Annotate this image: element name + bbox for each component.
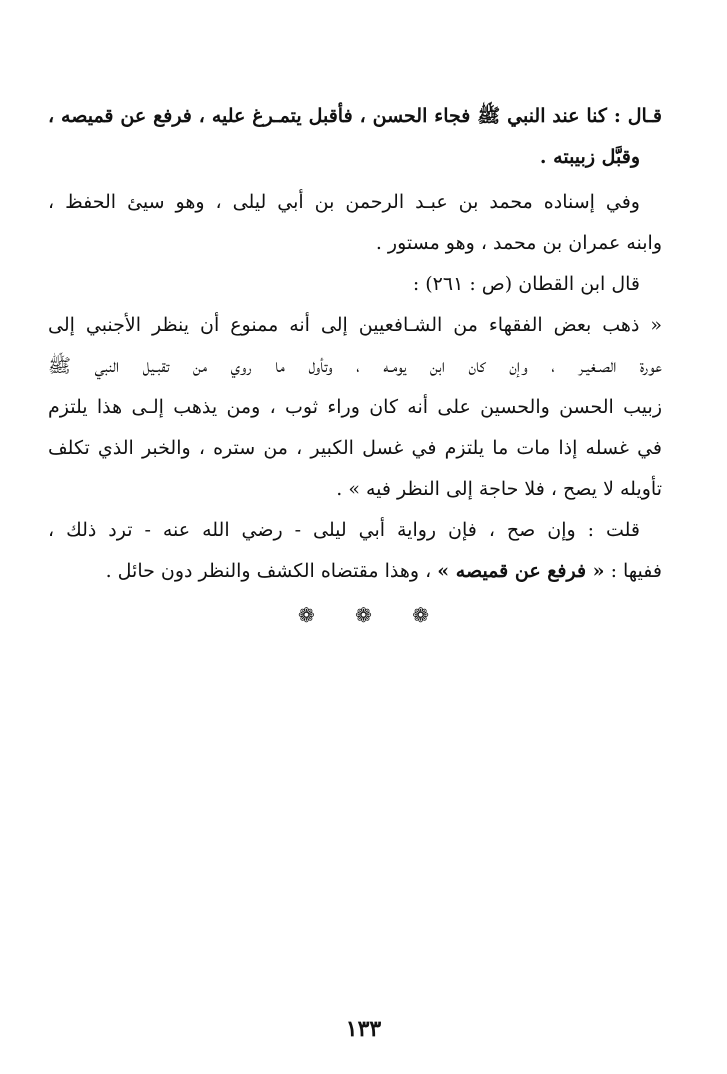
- text-line: وابنه عمران بن محمد ، وهو مستور .: [375, 232, 662, 254]
- body-text: [48, 96, 662, 592]
- text-line: قـال : كنا عند النبي ﷺ فجاء الحسن ، فأقبل يتمـرغ عليه ، فرفع عن قميصه ،: [48, 105, 662, 127]
- text-fragment: ، وهذا مقتضاه الكشف والنظر دون حائل .: [105, 560, 438, 582]
- text-line: وقبَّل زبيبته .: [539, 146, 640, 168]
- page-number: ١٣٣: [345, 1016, 382, 1042]
- text-line: تأويله لا يصح ، فلا حاجة إلى النظر فيه » .: [336, 478, 662, 500]
- text-line: في غسله إذا مات ما يلتزم في غسل الكبير ، من ستره ، والخبر الذي تكلف: [48, 437, 662, 459]
- text-line: زبيب الحسن والحسين على أنه كان وراء ثوب ، ومن يذهب إلـى هذا يلتزم: [48, 396, 662, 418]
- text-line: [48, 551, 662, 592]
- text-fragment: ففيها :: [604, 560, 662, 582]
- flower-ornament-icon: ❁: [355, 603, 372, 627]
- text-line: قال ابن القطان (ص : ٢٦١) :: [412, 273, 640, 295]
- text-line: وفي إسناده محمد بن عبـد الرحمن بن أبي ليلى ، وهو سيئ الحفظ ،: [48, 191, 640, 213]
- section-divider: [0, 603, 727, 627]
- text-line: « ذهب بعض الفقهاء من الشـافعيين إلى أنه ممنوع أن ينظر الأجنبي إلى: [48, 314, 662, 336]
- text-line: عورة الصـغيـر ، وإن كان ابن يومـه ، وتأول ما روي من تقبـيل النبي ﷺ: [48, 355, 662, 377]
- quoted-phrase: « فرفع عن قميصه »: [437, 560, 605, 582]
- text-line: قلت : وإن صح ، فإن رواية أبي ليلى - رضي الله عنه - ترد ذلك ،: [48, 519, 640, 541]
- flower-ornament-icon: ❁: [412, 603, 429, 627]
- flower-ornament-icon: ❁: [298, 603, 315, 627]
